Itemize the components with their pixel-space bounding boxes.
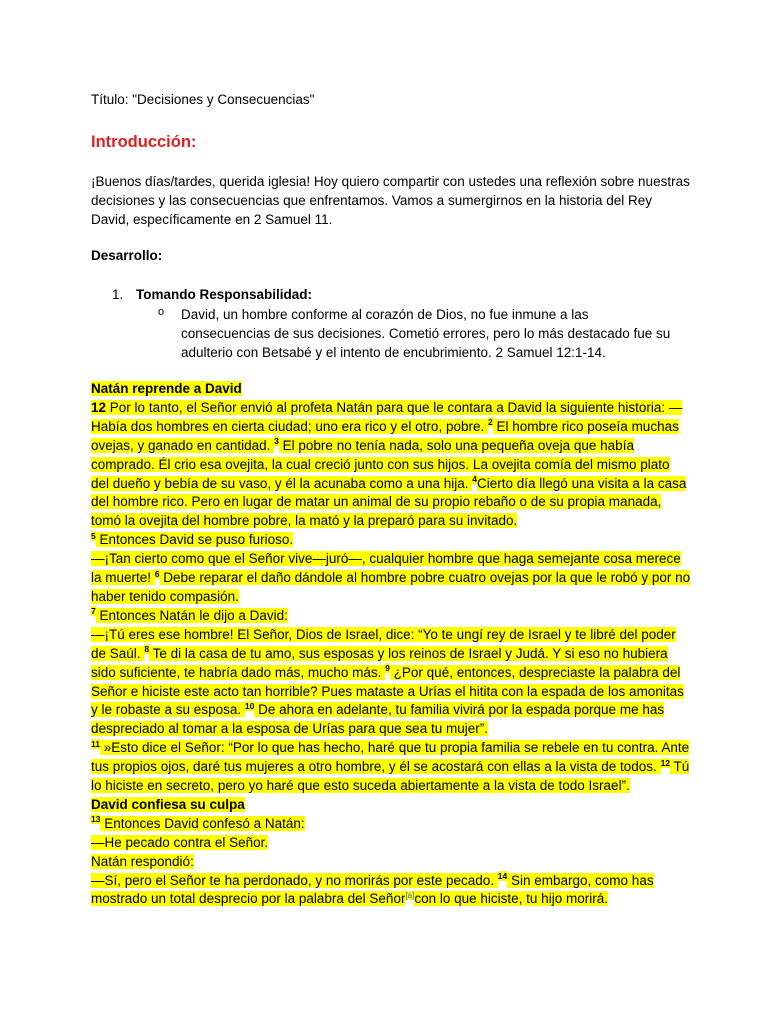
- intro-heading: Introducción:: [91, 133, 197, 151]
- verse-number: 11: [91, 738, 100, 749]
- list-item-bullet-text: David, un hombre conforme al corazón de Dios, no fue inmune a las consecuencias de sus decisiones. Cometió errores, pero lo más destacado fue su adulterio con Betsabé y el intento de encubrimiento. 2 Samuel 12:1-14.: [181, 307, 671, 360]
- verse-number: 12: [660, 757, 671, 768]
- verse-text: Entonces Natán le dijo a David:: [99, 607, 288, 623]
- verse-text: Entonces David se puso furioso.: [99, 532, 294, 548]
- verse-text: —¡Tú eres ese hombre! El Señor, Dios de Israel, dice: “Yo te ungí rey de Israel y te libré del poder de Saúl.: [91, 626, 676, 661]
- verse-text: Natán respondió:: [91, 853, 194, 869]
- verse-number: 10: [244, 700, 255, 711]
- intro-paragraph: ¡Buenos días/tardes, querida iglesia! Hoy quiero compartir con ustedes una reflexión sobre nuestras decisiones y las consecuencias que enfrentamos. Vamos a sumergirnos en la historia del Rey David, específicamente en 2 Samuel 11.: [91, 174, 690, 227]
- list-item-number: 1.: [112, 287, 124, 302]
- verse-number: 7: [91, 606, 96, 617]
- verse-number: 2: [488, 417, 493, 428]
- section-heading-confession: David confiesa su culpa: [91, 796, 245, 812]
- verse-text: »Esto dice el Señor: “Por lo que has hecho, haré que tu propia familia se rebele en tu contra. Ante tus propios ojos, daré tus mujeres a otro hombre, y él se acostará con ellas a la vista de todos.: [91, 740, 690, 775]
- verse-number: 8: [144, 644, 150, 655]
- hollow-bullet-icon: o: [158, 306, 165, 318]
- verse-number: 9: [385, 663, 390, 674]
- list-item-title: Tomando Responsabilidad:: [136, 287, 313, 302]
- verse-number: 6: [154, 568, 160, 579]
- verse-number: 4: [472, 474, 478, 485]
- verse-text: El pobre no tenía nada, solo una pequeña oveja que había comprado. Él crio esa ovejita, la cual creció junto con sus hijos. La ovejita comía del mismo plato del dueño y bebía de su vaso, y él la acunaba como a una hija.: [91, 437, 670, 491]
- verse-text: —¡Tan cierto como que el Señor vive—juró—, cualquier hombre que haga semejante cosa merece la muerte!: [91, 551, 681, 586]
- verse-text: Tú lo hiciste en secreto, pero yo haré que esto suceda abiertamente a la vista de todo Israel”.: [91, 759, 690, 794]
- verse-number: 3: [274, 436, 279, 447]
- verse-text: —Sí, pero el Señor te ha perdonado, y no morirás por este pecado.: [91, 872, 494, 888]
- scripture-passage: [91, 380, 691, 909]
- verse-text: con lo que hiciste, tu hijo morirá.: [414, 891, 608, 907]
- verse-text: ¿Por qué, entonces, despreciaste la palabra del Señor e hiciste este acto tan horrible? Pues mataste a Urías el hitita con la espada de los amonitas y le robaste a su esposa.: [91, 664, 684, 718]
- verse-text: Sin embargo, como has mostrado un total desprecio por la palabra del Señor: [91, 872, 654, 907]
- section-heading-nathan: Natán reprende a David: [91, 381, 242, 396]
- development-heading: Desarrollo:: [91, 248, 163, 263]
- verse-text: Debe reparar el daño dándole al hombre pobre cuatro ovejas por la que le robó y por no haber tenido compasión.: [91, 570, 691, 604]
- verse-text: Te di la casa de tu amo, sus esposas y los reinos de Israel y Judá. Y si eso no hubiera sido suficiente, te habría dado más, mucho más.: [91, 645, 668, 680]
- verse-number: 13: [91, 814, 101, 825]
- verse-text: —He pecado contra el Señor.: [91, 834, 269, 850]
- verse-text: Cierto día llegó una visita a la casa del hombre rico. Pero en lugar de matar un animal de su propio rebaño o de su propia manada, tomó la ovejita del hombre pobre, la mató y la preparó para su invitado.: [91, 475, 687, 529]
- footnote-link[interactable]: [a]: [405, 890, 415, 900]
- verse-text: Por lo tanto, el Señor envió al profeta Natán para que le contara a David la siguiente historia: —Había dos hombres en cierta ciudad; uno era rico y el otro, pobre.: [91, 399, 683, 434]
- verse-text: De ahora en adelante, tu familia vivirá por la espada porque me has despreciado al tomar a la esposa de Urías para que sea tu mujer”.: [91, 702, 665, 737]
- verse-text: Entonces David confesó a Natán:: [104, 815, 305, 831]
- verse-text: El hombre rico poseía muchas ovejas, y ganado en cantidad.: [91, 418, 679, 453]
- verse-number: 5: [91, 530, 96, 541]
- verse-number: 14: [497, 871, 508, 882]
- chapter-number: 12: [91, 399, 107, 415]
- document-title: Título: "Decisiones y Consecuencias": [91, 92, 315, 107]
